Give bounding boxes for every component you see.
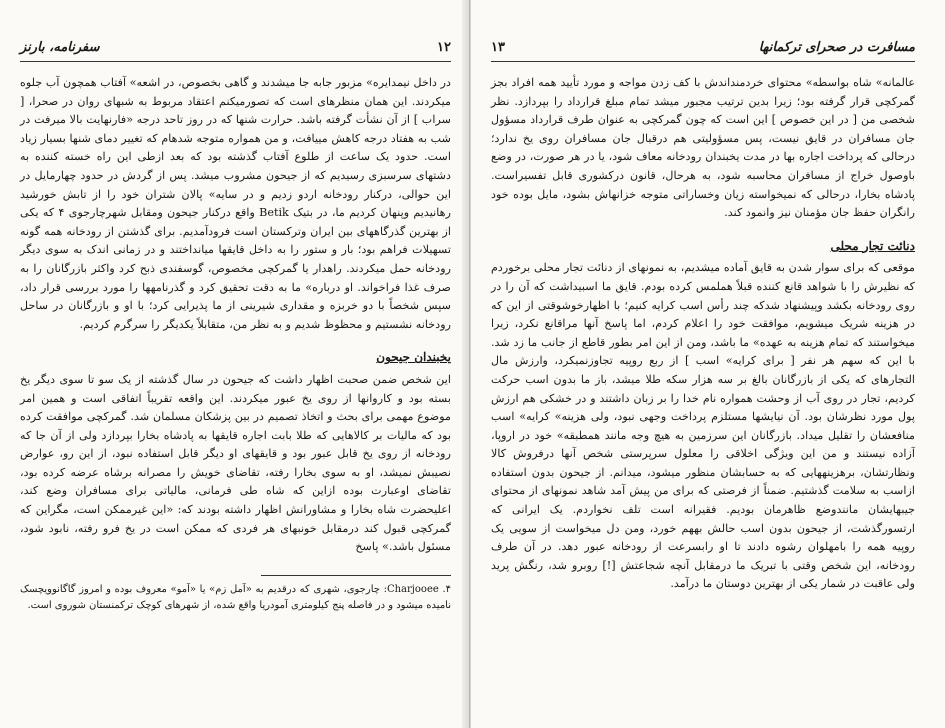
footnote-divider — [261, 575, 451, 576]
left-paragraph-1: در داخل نیمدایره» مزبور جابه جا میشدند و گاهی بخصوص، در اشعه» آفتاب همچون آب جلوه میکردند. این همان منظرهای است که تصورمیکنم اعتقاد مربوط به شبهای روان در صحرا، [ سراب ] از آن نشأت گرفته باشد. حرارت شنها که در روز تاحد درجه «فارنهایت بالا میرفت در شب به هفتاد درجه کاهش مییافت، و من همواره متوجه شدهام که تغییر دمای شنها بسیار زیاد است. حدود یک ساعت از طلوع آفتاب گذشته بود که بعد ازطی این راه خسته کننده به دشتهای سرسبزی رسیدیم که از جیحون مشروب میشد. پس از گردش در حدود چهارمایل در این حوالی، درکنار رودخانه اردو زدیم و در سایه» پالان شتران خود را از تابش خورشید رهانیدیم وپنهان کردیم ما، در بتیک Betik واقع درکنار جیحون ومقابل شهرچارجوی ۴ که یکی از بهترین گذرگاههای بین ایران وترکستان است فرودآمدیم. برای گذشتن از رودخانه همه گونه تسهیلات فراهم بود؛ بار و ستور را به داخل قایقها میانداختند و در زمانی اندک به سوی دیگر رودخانه حمل میکردند. راهدار یا گمرکچی مخصوص، گوسفندی ذبح کرد واکثر بازرگانان را به صرف غذا فراخواند. او درباره» ما به دقت تحقیق کرد و گذرنامهها را مورد بررسی قرار داد، سپس شخصاً با دو خربزه و مقداری شیرینی از ما پذیرایی کرد؛ با او و بازرگانان در ساحل رودخانه نشستیم و محظوظ شدیم و به نظر من، متقابلاً یکدیگر را سرگرم کردیم. — [20, 76, 451, 331]
left-running-title: سفرنامه، بارنز — [20, 40, 100, 55]
right-paragraph-2: موقعی که برای سوار شدن به قایق آماده میشدیم، به نمونهای از دنائت تجار محلی برخوردم که نظیرش را با شواهد قانع کننده قبلاً هملمس کرده بودم. قایق ما اسبیداشت که آن را در روی رودخانه بکشد وپیشنهاد شدکه چند رأس اسب کرایه کنیم؛ با اظهارخوشوقتی از این که در هزینه شریک میشویم، موافقت خود را اعلام کردم، اما پاسخ آنها مراقانع نکرد، زیرا میخواستند که تمام هزینه به عهده» ما باشد، ومن از این امر بطور قاطع از جانب ما زد شد. با این که سهم هر نفر [ برای کرایه» اسب ] از ربع روپیه تجاوزنمیکرد، وارزش مال التجارهای که یکی از بازرگانان بالغ بر سه هزار سکه طلا میشد، باز ما بدون اسب حرکت کردیم، تجار در روی آب از وحشت همواره نام خدا را بر زبان داشتند و در خشکی هم ارزش پول مورد نظرشان بود. آن نیایشها مستلزم پرداخت وجهی نبود، ولی هزینه» کرایه» اسب منافعشان را تقلیل میداد. بازرگانان این سرزمین به هیچ وجه مانند همطبقه» خود در اروپا، آزاده نیستند و من این ویژگی اخلاقی را معلول سرپرستی شخص آنها درفروش کالا ونظارتشان، برهزینههایی که به حسابشان منظور میشود، میدانم. از جیحون بدون استفاده ازاسب به سلامت گذشتیم. ضمناً از فرصتی که برای من پیش آمد شاهد نمونهای از محتوای جیبهایشان مانندوضع ظاهرمان بودیم. فقیرانه است تلف نخواردم. یک ایرانی که ارتسورگذشت، از جیحون بدون اسب حالش بههم خورد، ومن دل میخواست از سویی یک روپیه همه را بامهلوان رشوه دادند تا او رابسرعت از رودخانه عبور دهد. در آن طرف رودخانه، این شخص وقتی با تبریک ما درمقابل آنچه شجاعتش [!] روبرو شد، رنگش پرید ولی عاقبت در شمار یکی از بهترین دوستان ما درآمد. — [491, 261, 915, 591]
left-page — [0, 0, 470, 728]
left-paragraph-2: این شخص ضمن صحبت اظهار داشت که جیحون در سال گذشته از یک سو تا سوی دیگر یخ بسته بود و کاروانها از روی یخ عبور میکردند. این واقعه تقریباً اتفاقی است و همین امر موضوع مهمی برای بحث و اتخاذ تصمیم در بین پزشکان مسلمان شد. گمرکچی موافقت کرده بود که مالیات بر کالاهایی که طلا بابت اجاره قایقها به پادشاه بخارا بپردازد ولی از آن جا که رودخانه از روی یخ قابل عبور بود و قایقهای او دیگر قابل استفاده نبود، از این رو، عوارض نصیبش نمیشد، او به سوی بخارا رفته، تقاضای خویش را مصرانه برشاه عرضه کرده بود، تقاضای اوعبارت بوده ازاین که شاه طی فرمانی، مالیاتی برای مسافران وضع کند، اعلیحضرت شاه بخارا و مشاورانش اظهار داشته بودند که: «این غیرممکن است، مگراین که گمرکچی قبول کند درمقابل خونبهای هر فردی که ممکن است در یخ فرو رفته، نابود شود، مسئول باشد.» پاسخ — [20, 372, 451, 554]
left-page-number: ۱۲ — [437, 40, 451, 55]
left-footnote: ۴. Charjooee: چارجوی، شهری که درقدیم به «آمل زم» یا «آمو» معروف بوده و امروز گاگانوویچسک نامیده میشود و در فاصله پنج کیلومتری آمودریا واقع شده، از شهرهای کوچک ترکمنستان شوروی است. — [20, 583, 451, 611]
right-page-number: ۱۳ — [491, 40, 505, 55]
right-running-head — [491, 40, 915, 62]
right-paragraph-1: عالمانه» شاه بواسطه» محتوای خردمنداندش با کف زدن مواجه و مورد تأیید همه افراد بجز گمرکچی قرار گرفته بود؛ زیرا بدین ترتیب مجبور میشد تمام مبلغ قرارداد را بپردازد. نظر شخصی من [ در این خصوص ] این است که چون گمرکچی به عنوان طرف قرارداد مسؤول جان مسافران در قایق نیست، پس مسؤولیتی هم درقبال جان مسافران روی یخ ندارد؛ درحالی که پرداخت اجاره بها در مدت یخبندان رودخانه معاف شود، یا در هر صورت، در وضع باوصول خراج از مسافران محاسبه شود، به هرحال، قانون درکشوری قابل تفسیراست. پادشاه بخارا، درحالی که نمیخواسته زیان وخساراتی متوجه خزانهاش بشود، مایل بوده خود رانگران حفظ جان مؤمنان نیز وانمود کند. — [491, 76, 915, 220]
left-running-head — [20, 40, 451, 62]
left-section-heading: یخبندان جیحون — [376, 350, 451, 365]
right-section-heading: دنائت تجار محلی — [830, 238, 915, 253]
left-body-text — [20, 74, 451, 557]
right-body-text — [491, 74, 915, 594]
right-page — [471, 0, 945, 728]
right-running-title: مسافرت در صحرای ترکمانها — [758, 40, 915, 55]
